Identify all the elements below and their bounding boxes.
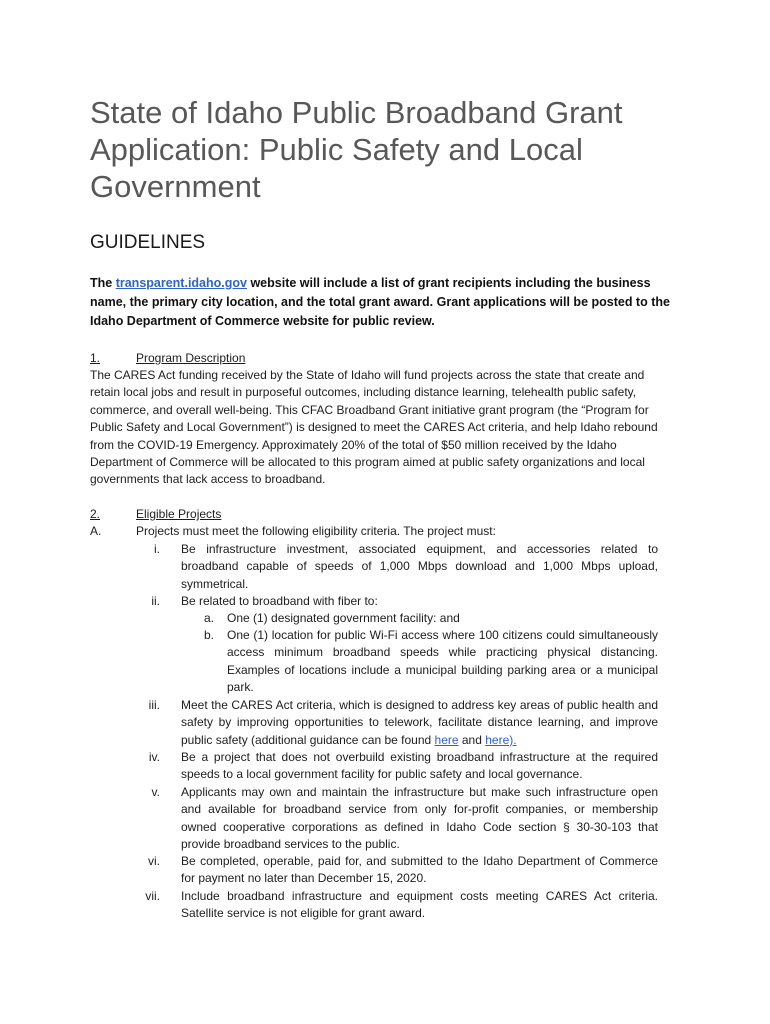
item-number: v. [151,785,160,799]
section-1-title: Program Description [136,351,246,365]
transparent-idaho-link[interactable]: transparent.idaho.gov [115,276,247,290]
guidance-link-1[interactable]: here [434,732,459,747]
item-number: i. [154,542,160,556]
sub-item-text: One (1) location for public Wi-Fi access where 100 citizens could simultaneously access minimum broadband speeds while practicing physical distancing. Examples of locations include a municipal building parking area or a municipal park. [227,628,658,695]
item-text: Be infrastructure investment, associated equipment, and accessories related to broadband capable of speeds of 1,000 Mbps download and 1,000 Mbps upload, symmetrical. [181,542,658,591]
item-text: Applicants may own and maintain the infrastructure but make such infrastructure open and available for broadband service from only for-profit companies, or membership owned cooperative corporations as defined in Idaho Code section § 30-30-103 that provide broadband services to the public. [181,785,658,852]
item-number: iv. [148,750,160,764]
item-number: iii. [148,698,160,712]
sub-item-letter: a. [204,611,215,625]
item-text-before: Meet the CARES Act criteria, which is designed to address key areas of public health and safety by improving opportunities to telework, facilitate distance learning, and improve public safety (additional guidance can be found [181,698,658,747]
criteria-letter: A. [90,524,102,538]
item-number: ii. [151,594,160,608]
item-text: Include broadband infrastructure and equipment costs meeting CARES Act criteria. Satellite service is not eligible for grant award. [181,889,658,921]
item-text: Be related to broadband with fiber to: [181,594,378,608]
item-number: vi. [148,854,160,868]
section-2-title: Eligible Projects [136,507,222,521]
item-number: vii. [145,889,160,903]
item-text [181,697,658,749]
item-text: Be completed, operable, paid for, and submitted to the Idaho Department of Commerce for payment no later than December 15, 2020. [181,854,658,886]
page-title: State of Idaho Public Broadband Grant Application: Public Safety and Local Government [90,95,623,204]
guidance-link-2[interactable]: here). [485,732,517,747]
intro-prefix: The [90,276,116,290]
item-text: Be a project that does not overbuild existing broadband infrastructure at the required speeds to a local government facility for public safety and local governance. [181,750,658,782]
sub-item-text: One (1) designated government facility: and [227,611,460,625]
intro-suffix: website will include a list of grant recipients including the business name, the primary city location, and the total grant award. Grant applications will be posted to the Idaho Department of Commerce website for public review. [90,276,670,328]
section-1-number: 1. [90,351,101,365]
section-2-number: 2. [90,507,101,521]
item-text-mid: and [458,732,486,747]
section-1-paragraph: The CARES Act funding received by the State of Idaho will fund projects across the state that create and retain local jobs and result in purposeful outcomes, including distance learning, telehealth public safety, commerce, and overall well-being. This CFAC Broadband Grant initiative grant program (the “Program for Public Safety and Local Government”) is designed to meet the CARES Act criteria, and help Idaho rebound from the COVID-19 Emergency. Approximately 20% of the total of $50 million received by the Idaho Department of Commerce will be allocated to this program aimed at public safety organizations and local governments that lack access to broadband. [90,368,658,487]
criteria-intro-text: Projects must meet the following eligibility criteria. The project must: [136,524,496,538]
sub-item-letter: b. [204,628,215,642]
intro-paragraph [90,274,690,331]
section-heading: GUIDELINES [90,232,206,253]
